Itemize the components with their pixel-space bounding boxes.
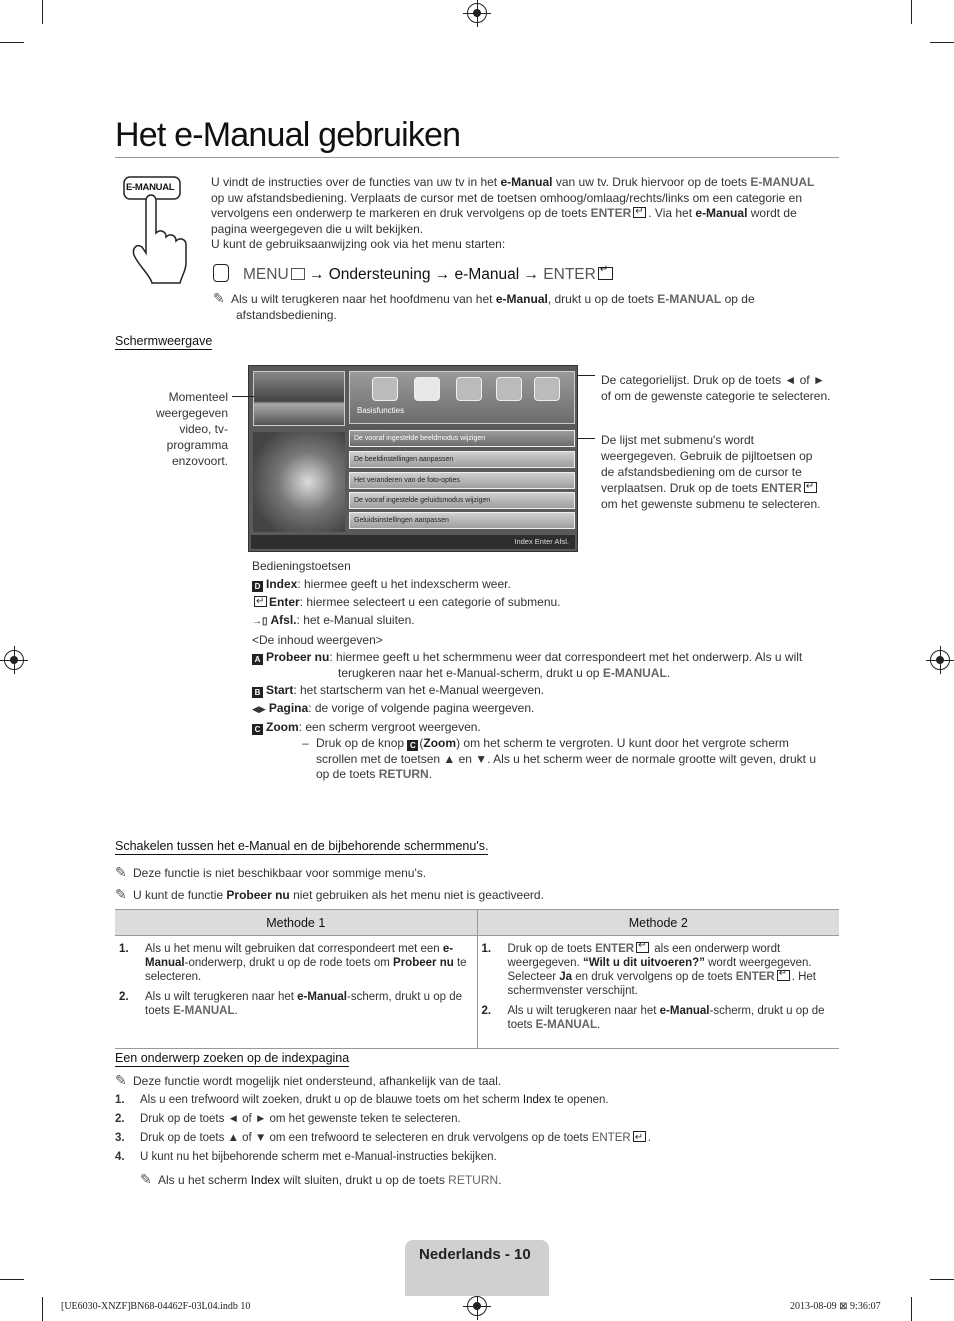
category-bar <box>349 371 575 424</box>
note-back: ✎ Als u wilt terugkeren naar het hoofdmenu van het e-Manual, drukt u op de toets E-MANUAL op de afstandsbediening. <box>213 290 755 322</box>
registration-mark-icon <box>930 650 950 670</box>
note-pencil-icon: ✎ <box>140 1171 152 1187</box>
section-heading-search: Een onderwerp zoeken op de indexpagina <box>115 1051 350 1065</box>
table-header: Methode 2 <box>477 910 839 936</box>
section-heading-screen: Schermweergave <box>115 334 213 348</box>
callout-line <box>232 396 254 397</box>
method2-cell: 1. Druk op de toets ENTER↵ als een onderwerp wordt weergegeven. “Wilt u dit uitvoeren?” wordt weergegeven. Selecteer Ja en druk vervolgens op de toets ENTER↵ . Het schermvenster verschijnt. 2. Als u wilt terugkeren naar het e-Manual-scherm, drukt u op de toets E-MANUAL. <box>477 936 839 1049</box>
yellow-c-key-icon: C <box>252 724 263 735</box>
page-title: Het e-Manual gebruiken <box>115 116 461 154</box>
note-pencil-icon: ✎ <box>115 864 127 880</box>
callout-current-video: Momenteel weergegeven video, tv- programma enzovoort. <box>155 390 228 468</box>
category-icon <box>456 377 482 401</box>
red-a-key-icon: A <box>252 654 263 665</box>
enter-key-icon <box>636 942 649 953</box>
emanual-promo-image <box>253 432 345 532</box>
category-icon <box>372 377 398 401</box>
hand-pressing-button-icon <box>122 175 202 285</box>
green-b-key-icon: B <box>252 687 263 698</box>
exit-key-icon: →▯ <box>252 616 268 627</box>
yellow-c-key-icon: C <box>407 740 418 751</box>
control-bar: Index Enter Afsl. <box>251 535 575 549</box>
remote-icon <box>213 264 229 282</box>
enter-key-icon <box>598 267 613 280</box>
callout-line <box>577 375 595 376</box>
page-number: Nederlands - 10 <box>419 1246 531 1263</box>
e-manual-button-label: E-MANUAL <box>126 182 175 193</box>
registration-mark-icon <box>467 3 487 23</box>
enter-key-icon <box>633 1131 646 1142</box>
emanual-screen-illustration <box>248 365 578 552</box>
note-pencil-icon: ✎ <box>213 290 225 306</box>
callout-submenu-list: De lijst met submenu's wordt weergegeven. Gebruik de pijltoetsen op de afstandsbediening om de cursor te verplaatsen. Druk op de toets ENTER↵ om het gewenste submenu te selecteren. <box>601 432 841 512</box>
menu-path: MENU → Ondersteuning → e-Manual → ENTER↵ <box>213 264 615 284</box>
enter-key-icon <box>804 482 817 493</box>
submenu-item[interactable]: De vooraf ingestelde geluidsmodus wijzigen <box>349 492 575 509</box>
page-number-tab <box>405 1240 549 1296</box>
footer-timestamp: 2013-08-09 ⊠ 9:36:07 <box>790 1301 881 1312</box>
category-icon <box>534 377 560 401</box>
registration-mark-icon <box>467 1296 487 1316</box>
switch-notes: ✎ Deze functie is niet beschikbaar voor sommige menu's. ✎ U kunt de functie Probeer nu niet gebruiken als het menu niet is geactiveerd. <box>115 862 835 905</box>
current-video-thumbnail <box>253 371 345 426</box>
category-icon <box>414 377 440 401</box>
enter-key-icon <box>254 596 267 607</box>
registration-mark-icon <box>4 650 24 670</box>
category-label: Basisfuncties <box>357 406 405 415</box>
search-steps: 1. Als u een trefwoord wilt zoeken, drukt u op de blauwe toets om het scherm Index te openen. 2. Druk op de toets ◄ of ► om het gewenste teken te selecteren. 3. Druk op de toets ▲ of ▼ om een trefwoord te selecteren en druk vervolgens op de toets ENTER↵ . 4. U kunt nu het bijbehorende scherm met e-Manual-instructies bekijken. ✎ Als u het scherm Index wilt sluiten, drukt u op de toets RETURN. <box>115 1091 651 1190</box>
note-pencil-icon: ✎ <box>115 1072 127 1088</box>
category-icon <box>496 377 522 401</box>
page-arrows-icon: ◀▶ <box>252 704 266 714</box>
section-heading-switch: Schakelen tussen het e-Manual en de bijbehorende schermmenu's. <box>115 839 489 853</box>
menu-grid-icon <box>291 268 305 280</box>
footer-file-info: [UE6030-XNZF]BN68-04462F-03L04.indb 10 <box>61 1301 251 1312</box>
intro-text: U vindt de instructies over de functies van uw tv in het e-Manual van uw tv. Druk hiervoor op de toets E-MANUAL op uw afstandsbediening. Verplaats de cursor met de toetsen omhoog/omlaag/rechts/links om een categorie en vervolgens een onderwerp te markeren en druk vervolgens op de toets ENTER↵ . Via het e-Manual wordt de pagina weergegeven die u wilt bekijken. U kunt de gebruiksaanwijzing ook via het menu starten: <box>211 175 839 253</box>
submenu-item[interactable]: De vooraf ingestelde beeldmodus wijzigen <box>349 430 575 447</box>
callout-line <box>577 438 595 439</box>
methods-table <box>115 909 839 1049</box>
method1-cell: 1. Als u het menu wilt gebruiken dat correspondeert met een e-Manual-onderwerp, drukt u op de rode toets om Probeer nu te selecteren. 2. Als u wilt terugkeren naar het e-Manual-scherm, drukt u op de toets E-MANUAL. <box>115 936 477 1049</box>
table-header: Methode 1 <box>115 910 477 936</box>
submenu-item[interactable]: De beeldinstellingen aanpassen <box>349 451 575 468</box>
note-pencil-icon: ✎ <box>115 885 127 902</box>
callout-category-list: De categorielijst. Druk op de toets ◄ of ► of om de gewenste categorie te selecteren. <box>601 373 831 403</box>
enter-key-icon <box>633 207 646 218</box>
submenu-item[interactable]: Geluidsinstellingen aanpassen <box>349 512 575 529</box>
search-note: ✎ Deze functie wordt mogelijk niet ondersteund, afhankelijk van de taal. <box>115 1072 502 1088</box>
submenu-item[interactable]: Het veranderen van de foto-opties <box>349 472 575 489</box>
enter-key-icon <box>777 970 790 981</box>
title-divider <box>115 157 839 158</box>
controls-list: Bedieningstoetsen D Index: hiermee geeft u het indexscherm weer. ↵Enter: hiermee selecteert u een categorie of submenu. →▯ Afsl.: het e-Manual sluiten. <De inhoud weergeven> A Probeer nu: hiermee geeft u het schermmenu weer dat correspondeert met het onderwerp. Als u wilt terugkeren naar het e-Manual-scherm, drukt u op E-MANUAL. B Start: het startscherm van het e-Manual weergeven. ◀▶ Pagina: de vorige of volgende pagina weergeven. C Zoom: een scherm vergroot weergeven. – Druk op de knop C (Zoom) om het scherm te vergroten. U kunt door het vergrote scherm scrollen met de toetsen ▲ en ▼. Als u het scherm weer de normale grootte wilt geven, drukt u op de toets RETURN. <box>252 557 842 783</box>
index-key-icon: D <box>252 581 263 592</box>
